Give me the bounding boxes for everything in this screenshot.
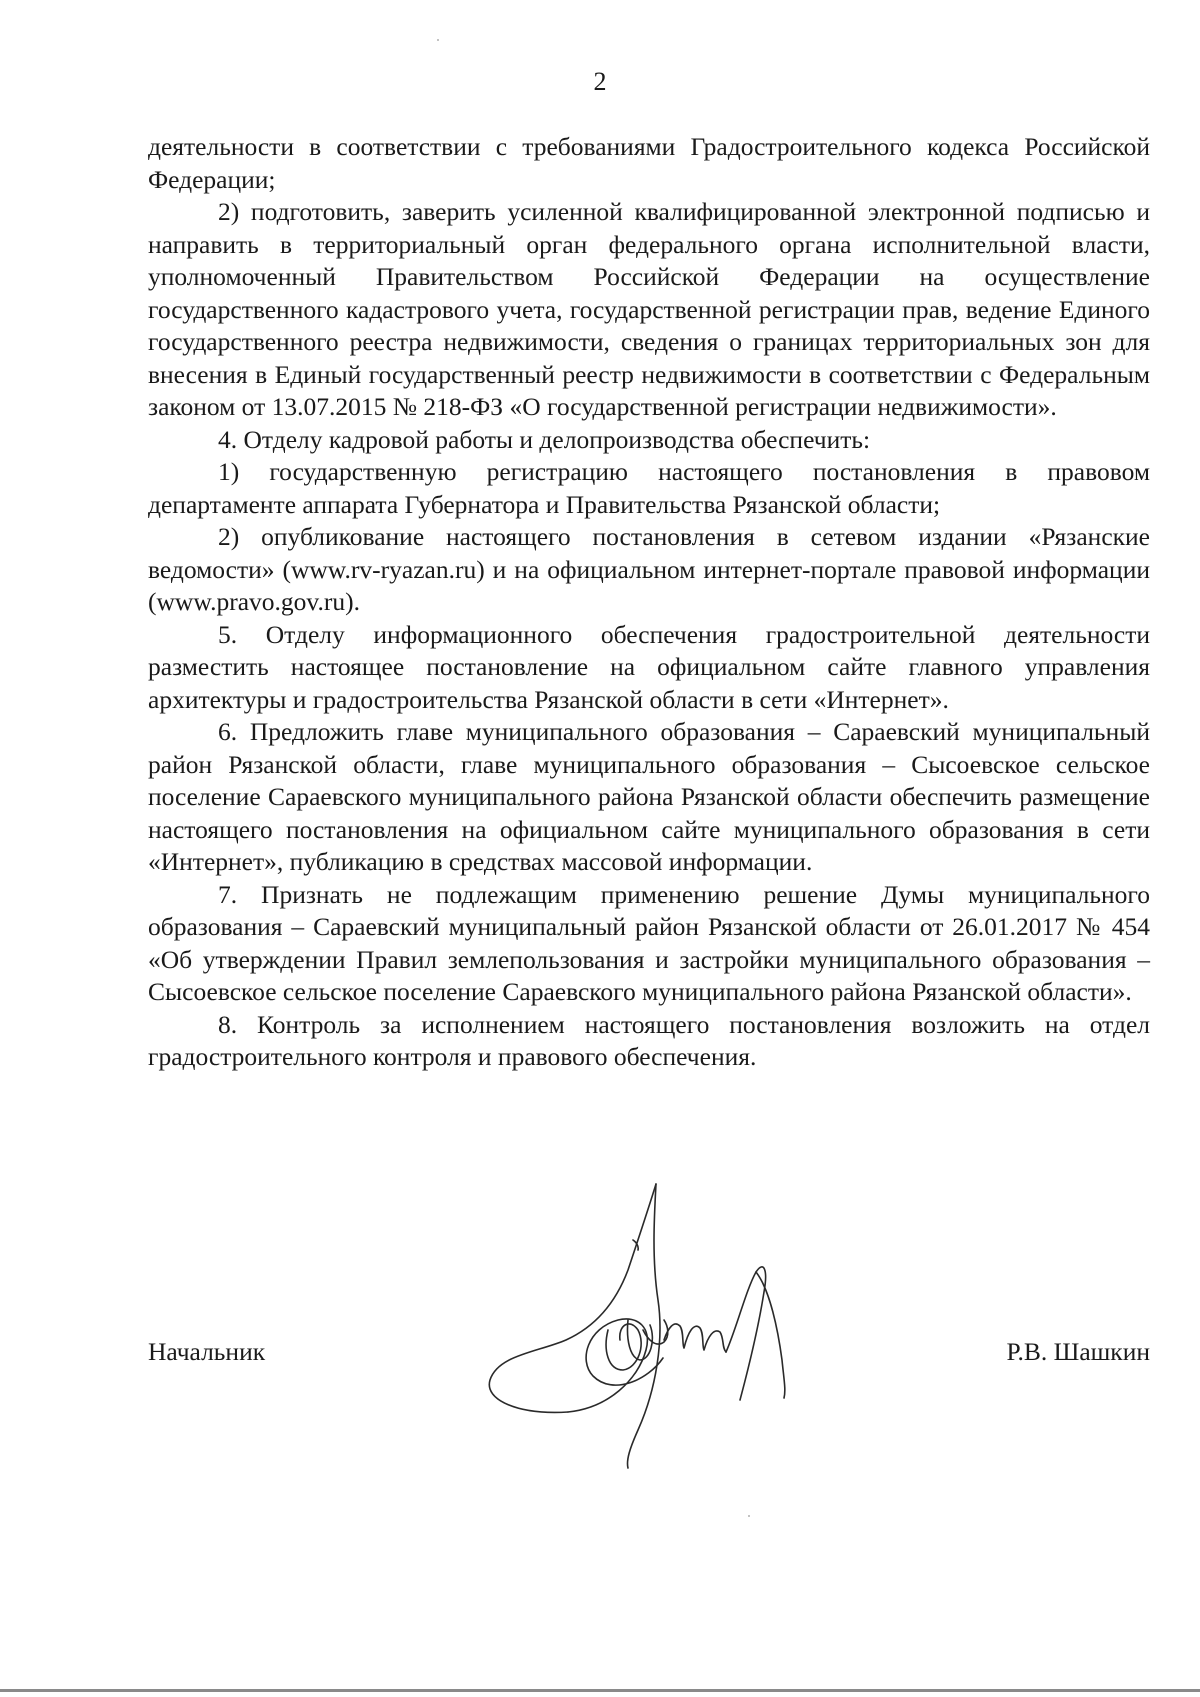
scan-edge-line [0,1689,1200,1692]
handwritten-signature [478,1180,848,1470]
paragraph: 4. Отделу кадровой работы и делопроизводства обеспечить: [218,424,871,454]
paragraph: 6. Предложить главе муниципального образования – Сараевский муниципальный район Рязанской области, главе муниципального образования – Сысоевское сельское поселение Сараевского муниципального района Рязанской области обеспечить размещение настоящего постановления на официальном сайте муниципального образования в сети «Интернет», публикацию в средствах массовой информации. [148,717,1150,876]
paragraph: 2) опубликование настоящего постановления в сетевом издании «Рязанские ведомости» (www.rv-ryazan.ru) и на официальном интернет-портале правовой информации (www.pravo.gov.ru). [148,522,1150,616]
scan-speck [437,39,439,41]
signatory-position: Начальник [148,1337,266,1366]
signatory-name: Р.В. Шашкин [1006,1337,1150,1366]
paragraph: 8. Контроль за исполнением настоящего постановления возложить на отдел градостроительного контроля и правового обеспечения. [148,1009,1150,1071]
paragraph: 7. Признать не подлежащим применению решение Думы муниципального образования – Сараевский муниципальный район Рязанской области от 26.01.2017 № 454 «Об утверждении Правил землепользования и застройки муниципального образования – Сысоевское сельское поселение Сараевского муниципального района Рязанской области». [148,879,1150,1006]
paragraph: 5. Отделу информационного обеспечения градостроительной деятельности разместить настоящее постановление на официальном сайте главного управления архитектуры и градостроительства Рязанской области в сети «Интернет». [148,619,1150,714]
document-body [148,131,1150,1074]
paragraph: деятельности в соответствии с требованиями Градостроительного кодекса Российской Федерации; [148,132,1150,194]
page-number: 2 [593,67,607,96]
paragraph: 2) подготовить, заверить усиленной квалифицированной электронной подписью и направить в территориальный орган федерального органа исполнительной власти, уполномоченный Правительством Российской Федерации на осуществление государственного кадастрового учета, государственной регистрации прав, ведение Единого государственного реестра недвижимости, сведения о границах территориальных зон для внесения в Единый государственный реестр недвижимости в соответствии с Федеральным законом от 13.07.2015 № 218-ФЗ «О государственной регистрации недвижимости». [148,197,1150,421]
scan-speck [748,1515,750,1517]
paragraph: 1) государственную регистрацию настоящего постановления в правовом департаменте аппарата Губернатора и Правительства Рязанской области; [148,457,1150,519]
